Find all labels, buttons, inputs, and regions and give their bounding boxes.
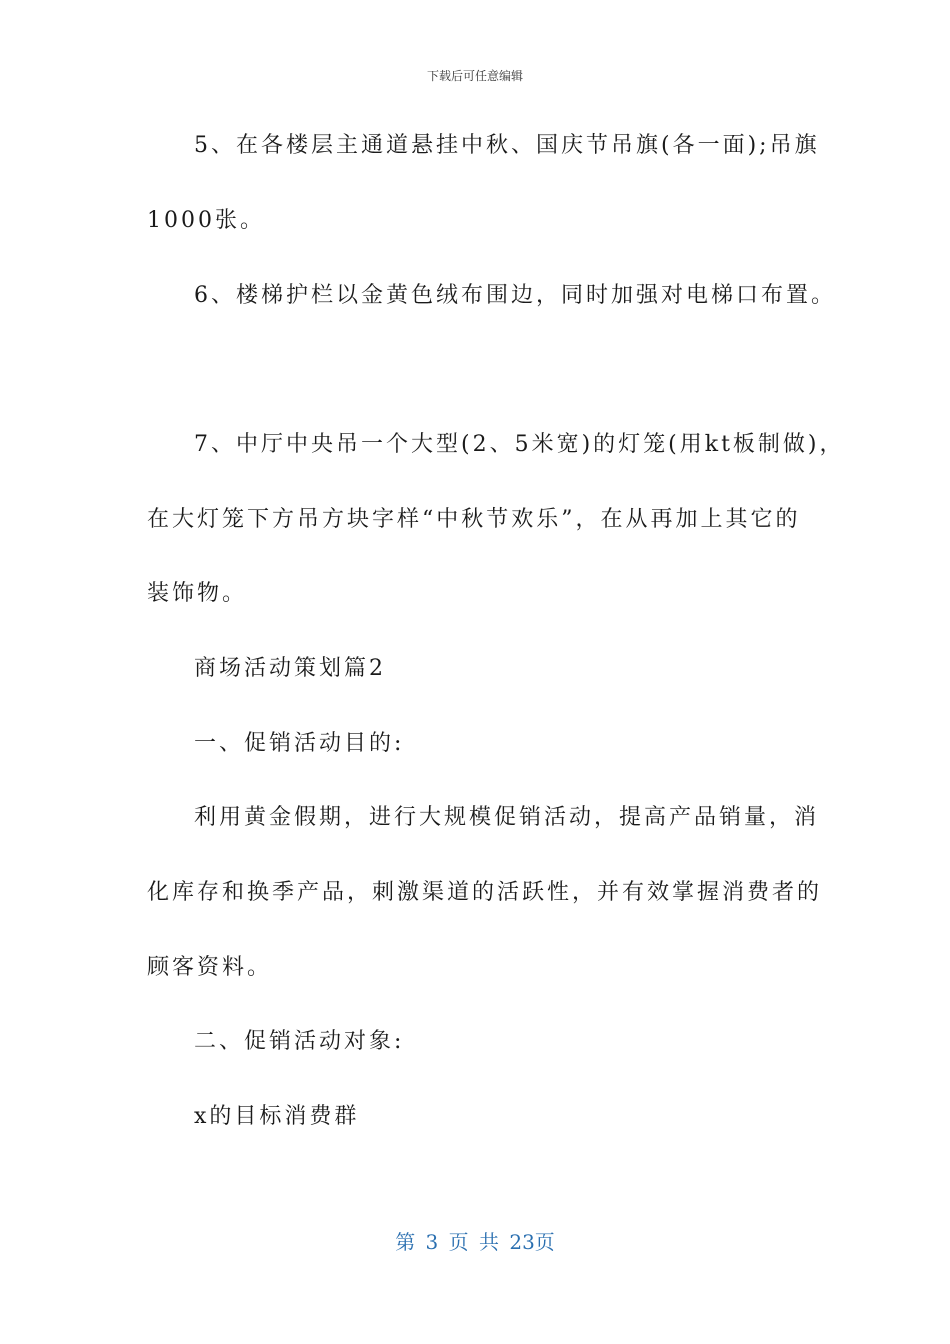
section-heading: 二、促销活动对象: [194, 1029, 405, 1054]
header-note: 下载后可任意编辑 [426, 69, 523, 83]
paragraph-line: x的目标消费群 [194, 1104, 360, 1129]
paragraph-line: 6、楼梯护栏以金黄色绒布围边，同时加强对电梯口布置。 [194, 283, 836, 308]
paragraph-line: 化库存和换季产品，刺激渠道的活跃性，并有效掌握消费者的 [147, 880, 823, 905]
section-heading: 商场活动策划篇2 [194, 656, 386, 681]
paragraph-line: 1000张。 [147, 208, 265, 233]
paragraph-line: 5、在各楼层主通道悬挂中秋、国庆节吊旗(各一面);吊旗 [194, 133, 820, 158]
paragraph-line: 顾客资料。 [147, 955, 273, 980]
section-heading: 一、促销活动目的: [194, 731, 405, 756]
page-number: 第 3 页 共 23页 [395, 1230, 555, 1254]
paragraph-line: 7、中厅中央吊一个大型(2、5米宽)的灯笼(用kt板制做)， [194, 432, 845, 457]
paragraph-line: 利用黄金假期，进行大规模促销活动，提高产品销量，消 [194, 805, 820, 830]
paragraph-line: 在大灯笼下方吊方块字样“中秋节欢乐”，在从再加上其它的 [147, 507, 801, 532]
paragraph-line: 装饰物。 [147, 581, 248, 606]
